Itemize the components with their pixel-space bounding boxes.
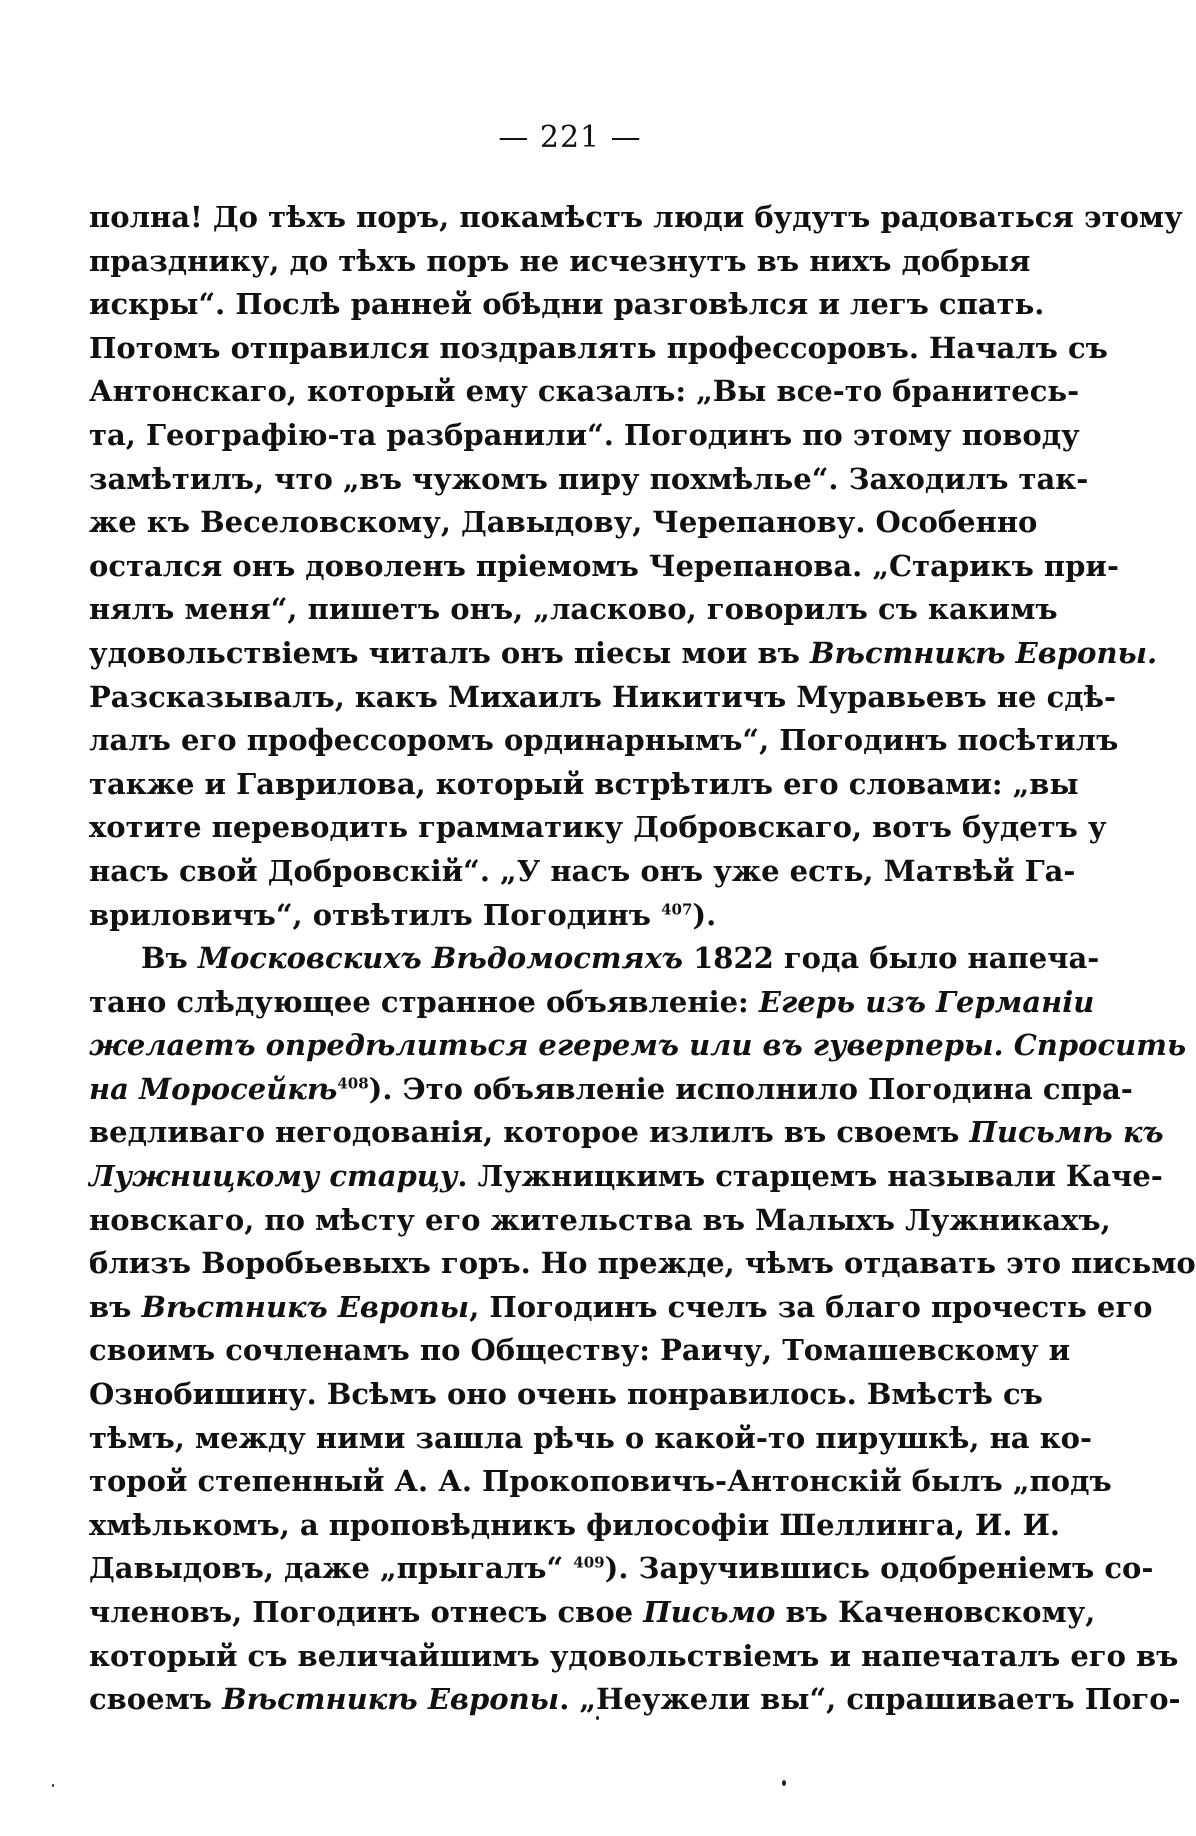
ink-speck: [52, 1784, 54, 1787]
text-line: [89, 850, 1076, 894]
line-text: замѣтилъ, что „въ чужомъ пиру похмѣлье“. Заходилъ так-: [89, 461, 1089, 496]
line-text: Давыдовъ, даже „прыгалъ“: [89, 1551, 574, 1586]
footnote-ref: 409: [573, 1553, 605, 1572]
line-text: Въ: [141, 941, 198, 976]
text-line: [89, 1635, 1179, 1679]
line-text: полна! До тѣхъ поръ, покамѣстъ люди будутъ радоваться этому: [89, 200, 1183, 234]
text-line: [89, 1286, 1153, 1330]
line-text: ведливаго негодованія, которое излилъ въ своемъ: [89, 1115, 970, 1150]
text-line: [89, 1111, 1164, 1155]
line-text: въ: [89, 1289, 142, 1324]
ink-speck: [782, 1780, 786, 1786]
text-line: [89, 894, 961, 938]
line-text: Разсказывалъ, какъ Михаилъ Никитичъ Муравьевъ не сдѣ-: [89, 679, 1117, 714]
line-text: хмѣлькомъ, а проповѣдникъ философіи Шеллинга, И. И.: [89, 1507, 1061, 1542]
text-line: [89, 414, 1080, 458]
line-text: близъ Воробьевыхъ горъ. Но прежде, чѣмъ отдавать это письмо: [89, 1246, 1196, 1281]
text-line: [89, 632, 1158, 676]
line-text: лалъ его профессоромъ ординарнымъ“, Погодинъ посѣтилъ: [89, 723, 1119, 758]
text-line: [89, 806, 1107, 850]
italic-quote: желаетъ опредѣлиться егеремъ или въ гуверперы. Спросить: [89, 1028, 1187, 1063]
line-text: новскаго, по мѣсту его жительства въ Малыхъ Лужникахъ,: [89, 1202, 1111, 1237]
text-line: [89, 283, 1045, 327]
text-line: [89, 937, 1100, 981]
line-text: тѣмъ, между ними зашла рѣчь о какой-то пирушкѣ, на ко-: [89, 1420, 1093, 1455]
line-text: тано слѣдующее странное объявленіе:: [89, 984, 759, 1019]
italic-title: Московскихъ Вѣдомостяхъ: [197, 941, 683, 976]
italic-title: Письмѣ къ: [969, 1115, 1164, 1150]
text-line: [89, 196, 1183, 240]
text-line: [89, 545, 1119, 589]
line-text: ). Заручившись одобреніемъ со-: [604, 1551, 1154, 1586]
italic-title: Лужницкому старцу: [89, 1159, 458, 1194]
text-line: [89, 240, 1031, 284]
text-line: [89, 1024, 1187, 1068]
line-text: насъ свой Добровскій“. „У насъ онъ уже есть, Матвѣй Га-: [89, 853, 1076, 888]
italic-quote: Егерь изъ Германіи: [758, 984, 1095, 1019]
text-line: [89, 719, 1119, 763]
italic-quote: на Моросейкѣ: [89, 1071, 338, 1106]
line-text: . Лужницкимъ старцемъ называли Каче-: [457, 1159, 1163, 1194]
line-text: который съ величайшимъ удовольствіемъ и напечаталъ его въ: [89, 1638, 1179, 1673]
italic-title: Вѣстникѣ Европы: [222, 1682, 560, 1717]
line-text: , Погодинъ счелъ за благо прочесть его: [469, 1289, 1153, 1324]
line-text: нялъ меня“, пишетъ онъ, „ласково, говорилъ съ какимъ: [89, 592, 1058, 627]
text-line: [89, 1678, 1181, 1722]
text-line: [89, 1068, 1133, 1112]
text-line: [89, 1504, 1061, 1548]
line-text: удовольствіемъ читалъ онъ піесы мои въ: [89, 635, 810, 670]
line-text: Ознобишину. Всѣмъ оно очень понравилось. Вмѣстѣ съ: [89, 1377, 1043, 1412]
line-text: вриловичъ“, отвѣтилъ Погодинъ: [89, 897, 662, 932]
line-text: также и Гаврилова, который встрѣтилъ его словами: „вы: [89, 766, 1079, 801]
text-line: [89, 1547, 1154, 1591]
page-number: — 221 —: [498, 120, 642, 155]
text-line: [89, 981, 1095, 1025]
text-line: [89, 676, 1117, 720]
italic-title: Письмо: [643, 1595, 776, 1629]
line-text: членовъ, Погодинъ отнесъ свое: [89, 1595, 644, 1629]
line-text: искры“. Послѣ ранней обѣдни разговѣлся и легъ спать.: [89, 287, 1045, 322]
text-line: [89, 763, 1079, 807]
line-text: хотите переводить грамматику Добровскаго, вотъ будетъ у: [89, 810, 1107, 845]
text-line: [89, 588, 1058, 632]
line-text: же къ Веселовскому, Давыдову, Черепанову. Особенно: [89, 505, 1038, 540]
line-text: . „Неужели вы“, спрашиваетъ Пого-: [559, 1682, 1181, 1717]
text-line: [89, 1417, 1093, 1461]
ink-speck: [596, 1716, 599, 1720]
text-line: [89, 1373, 1043, 1417]
italic-title: Вѣстникъ Европы: [141, 1289, 470, 1324]
text-line: [89, 1329, 1071, 1373]
text-line: [89, 1591, 1096, 1635]
line-text: ).: [692, 897, 717, 932]
line-text: та, Географію-та разбранили“. Погодинъ по этому поводу: [89, 417, 1080, 452]
text-line: [89, 370, 1080, 414]
body-text: [89, 196, 1196, 1722]
line-text: ). Это объявленіе исполнило Погодина спра-: [368, 1071, 1133, 1106]
text-line: [89, 1199, 1111, 1243]
line-text: торой степенный А. А. Прокоповичъ-Антонскій былъ „подъ: [89, 1464, 1112, 1499]
line-text: Антонскаго, который ему сказалъ: „Вы все-то бранитесь-: [89, 374, 1080, 409]
line-text: своемъ: [89, 1682, 223, 1717]
line-text: своимъ сочленамъ по Обществу: Раичу, Томашевскому и: [89, 1333, 1071, 1368]
text-line: [89, 1155, 1163, 1199]
text-line: [89, 1460, 1112, 1504]
line-text: празднику, до тѣхъ поръ не исчезнутъ въ нихъ добрыя: [89, 243, 1031, 278]
line-text: Потомъ отправился поздравлять профессоровъ. Началъ съ: [89, 330, 1108, 365]
text-line: [89, 501, 1038, 545]
footnote-ref: 407: [661, 899, 693, 918]
line-text: въ Каченовскому,: [775, 1595, 1096, 1629]
footnote-ref: 408: [337, 1074, 369, 1093]
line-text: остался онъ доволенъ пріемомъ Черепанова. „Старикъ при-: [89, 548, 1119, 583]
text-line: [89, 458, 1089, 502]
italic-title: Вѣстникѣ Европы.: [809, 635, 1158, 670]
text-line: [89, 1242, 1196, 1286]
text-line: [89, 327, 1108, 371]
line-text: 1822 года было напеча-: [683, 941, 1100, 976]
